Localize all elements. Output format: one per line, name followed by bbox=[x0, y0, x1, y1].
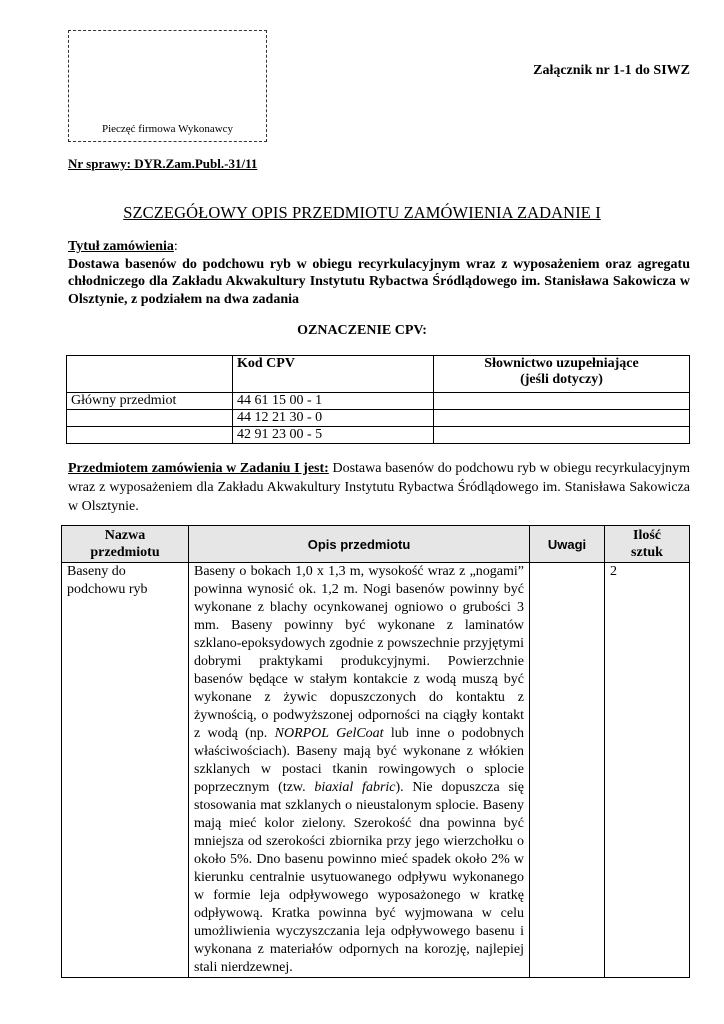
cpv-header-vocab bbox=[434, 356, 690, 393]
items-header-name-line1: Nazwa bbox=[104, 528, 146, 543]
stamp-label: Pieczęć firmowa Wykonawcy bbox=[101, 123, 234, 135]
cpv-row-label bbox=[67, 427, 233, 444]
cpv-table bbox=[66, 355, 690, 444]
item-desc-italic2: biaxial fabric bbox=[314, 780, 396, 795]
items-header-name-line2: przedmiotu bbox=[90, 545, 160, 560]
items-header-qty-line1: Ilość bbox=[633, 528, 661, 543]
item-remarks bbox=[530, 563, 605, 978]
cpv-header-row bbox=[67, 356, 690, 393]
cpv-row-vocab bbox=[434, 410, 690, 427]
subject-section bbox=[68, 459, 690, 516]
cpv-row-vocab bbox=[434, 393, 690, 410]
cpv-row-label: Główny przedmiot bbox=[67, 393, 233, 410]
item-desc-italic1: NORPOL GelCoat bbox=[274, 726, 384, 741]
items-table bbox=[61, 525, 690, 978]
subject-text: Dostawa basenów do podchowu ryb w obiegu recyrkulacyjnym wraz z wyposażeniem dla Zakładu Akwakultury Instytutu Rybactwa Śródlądowego im. Stanisława Sakowicza w Olsztynie. bbox=[68, 461, 690, 514]
order-title-colon: : bbox=[173, 239, 178, 254]
cpv-row-code: 42 91 23 00 - 5 bbox=[233, 427, 434, 444]
cpv-header-vocab-line2: (jeśli dotyczy) bbox=[520, 372, 603, 387]
cpv-header-vocab-line1: Słownictwo uzupełniające bbox=[484, 356, 639, 371]
cpv-row bbox=[67, 427, 690, 444]
items-header-qty bbox=[605, 526, 690, 563]
items-row bbox=[62, 563, 690, 978]
item-desc-part3: ). Nie dopuszcza się stosowania mat szklanych o nieustalonym splocie. Baseny mają mieć kolor zielony. Szerokość dna powinna być mniejsza od szerokości zbiornika przy jego wierzchołku o około 5%. Dno basenu powinno mieć spadek około 2% w kierunku centralnie usytuowanego odpływu wykonanego w formie leja odpływowego wyposażonego w kratkę odpływową. Kratka powinna być wyjmowana w celu umożliwienia wyczyszczania leja odpływowego basenu i wykonana z materiałów odpornych na korozję, najlepiej stali nierdzewnej. bbox=[194, 780, 525, 975]
item-quantity: 2 bbox=[605, 563, 690, 978]
item-desc-part2: lub inne o podobnych właściwościach). Baseny mają być wykonane z włókien szklanych w postaci tkanin rowingowych o splocie poprzecznym (tzw. bbox=[194, 726, 525, 795]
company-stamp-box bbox=[68, 30, 267, 142]
cpv-heading: OZNACZENIE CPV: bbox=[297, 323, 427, 338]
cpv-row-label bbox=[67, 410, 233, 427]
cpv-row-vocab bbox=[434, 427, 690, 444]
item-desc-part1: Baseny o bokach 1,0 x 1,3 m, wysokość wraz z „nogami” powinna wynosić ok. 1,2 m. Nogi basenów powinny być wykonane z blachy ocynkowanej ogniowo o grubości 3 mm. Baseny powinny być wykonane z laminatów szklano-epoksydowych zgodnie z powszechnie przyjętymi dobrymi praktykami produkcyjnymi. Powierzchnie basenów będące w stałym kontakcie z wodą muszą być wykonane z żywic dopuszczonych do kontaktu z żywnością, o podwyższonej odporności na ciągły kontakt z wodą (np. bbox=[194, 564, 524, 741]
items-header-qty-line2: sztuk bbox=[631, 545, 663, 560]
items-header-row bbox=[62, 526, 690, 563]
cpv-row bbox=[67, 410, 690, 427]
case-number: Nr sprawy: DYR.Zam.Publ.-31/11 bbox=[68, 156, 258, 171]
cpv-header-empty bbox=[67, 356, 233, 393]
order-title-text: Dostawa basenów do podchowu ryb w obiegu recyrkulacyjnym wraz z wyposażeniem oraz agregatu chłodniczego dla Zakładu Akwakultury Instytutu Rybactwa Śródlądowego im. Stanisława Sakowicza w Olsztynie, z podziałem na dwa zadania bbox=[68, 256, 690, 307]
items-header-desc: Opis przedmiotu bbox=[189, 526, 530, 563]
cpv-header-code: Kod CPV bbox=[233, 356, 434, 393]
cpv-row-code: 44 12 21 30 - 0 bbox=[233, 410, 434, 427]
order-title-section bbox=[68, 238, 690, 308]
item-name: Baseny do podchowu ryb bbox=[62, 563, 189, 978]
cpv-row-code: 44 61 15 00 - 1 bbox=[233, 393, 434, 410]
subject-label: Przedmiotem zamówienia w Zadaniu I jest: bbox=[68, 461, 329, 476]
annex-label: Załącznik nr 1-1 do SIWZ bbox=[533, 63, 690, 78]
order-title-label: Tytuł zamówienia bbox=[68, 239, 174, 254]
items-header-remarks: Uwagi bbox=[530, 526, 605, 563]
cpv-row bbox=[67, 393, 690, 410]
item-description bbox=[189, 563, 530, 978]
page-title: SZCZEGÓŁOWY OPIS PRZEDMIOTU ZAMÓWIENIA ZADANIE I bbox=[123, 203, 601, 222]
items-header-name bbox=[62, 526, 189, 563]
